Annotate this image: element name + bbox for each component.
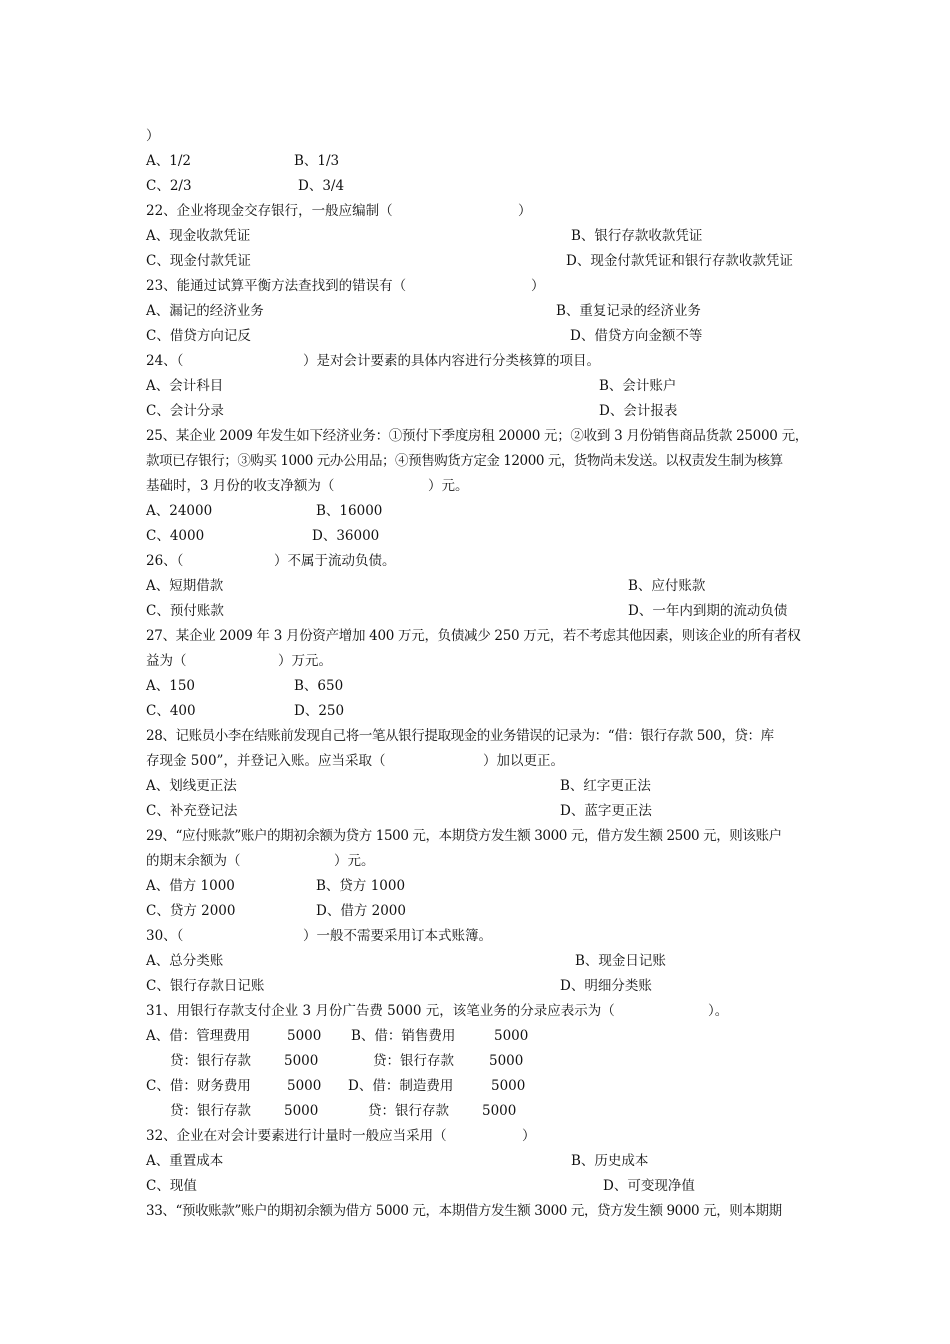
question-33: 33、“预收账款”账户的期初余额为借方 5000 元，本期借方发生额 3000 元，贷方发生额 9000 元，则本期期	[146, 1203, 782, 1219]
option-a-debit: A、借：管理费用	[146, 1028, 251, 1044]
question-23-close-paren: ）	[531, 278, 545, 294]
question-26: 26、（	[146, 553, 184, 569]
option-b: B、650	[294, 678, 344, 694]
option-c: C、现金付款凭证	[146, 253, 251, 269]
question-30-rest: ）一般不需要采用订本式账簿。	[303, 928, 492, 944]
question-24-rest: ）是对会计要素的具体内容进行分类核算的项目。	[303, 353, 600, 369]
option-d: D、可变现净值	[603, 1178, 695, 1194]
option-d-credit: 贷：银行存款	[368, 1103, 449, 1119]
option-c-debit-amount: 5000	[287, 1078, 322, 1094]
option-d: D、36000	[312, 528, 380, 544]
question-27-line-2: 益为（	[146, 653, 187, 669]
option-a-debit-amount: 5000	[287, 1028, 322, 1044]
question-31: 31、用银行存款支付企业 3 月份广告费 5000 元，该笔业务的分录应表示为（	[146, 1003, 615, 1019]
option-d: D、蓝字更正法	[560, 803, 652, 819]
question-22-close-paren: ）	[518, 203, 532, 219]
question-28-rest: ）加以更正。	[483, 753, 564, 769]
option-a: A、1/2	[146, 153, 191, 169]
question-29-rest: ）元。	[334, 853, 375, 869]
option-a-credit-amount: 5000	[284, 1053, 319, 1069]
option-c-credit: 贷：银行存款	[170, 1103, 251, 1119]
option-c-credit-amount: 5000	[284, 1103, 319, 1119]
option-c: C、4000	[146, 528, 205, 544]
option-d: D、一年内到期的流动负债	[628, 603, 788, 619]
option-a: A、短期借款	[146, 578, 224, 594]
option-c: C、400	[146, 703, 196, 719]
option-c: C、预付账款	[146, 603, 224, 619]
option-d-credit-amount: 5000	[482, 1103, 517, 1119]
option-a: A、会计科目	[146, 378, 224, 394]
option-d: D、借贷方向金额不等	[570, 328, 703, 344]
option-b-credit-amount: 5000	[489, 1053, 524, 1069]
question-25-line-2: 款项已存银行；③购买 1000 元办公用品；④预售购货方定金 12000 元，货物尚未发送。以权责发生制为核算	[146, 453, 783, 469]
option-c-debit: C、借：财务费用	[146, 1078, 251, 1094]
option-d: D、3/4	[298, 178, 345, 194]
option-b: B、红字更正法	[560, 778, 651, 794]
option-a: A、借方 1000	[146, 878, 235, 894]
option-d-debit: D、借：制造费用	[348, 1078, 454, 1094]
question-29-line-2: 的期末余额为（	[146, 853, 241, 869]
question-28: 28、记账员小李在结账前发现自己将一笔从银行提取现金的业务错误的记录为：“借：银行存款 500，贷：库	[146, 728, 774, 744]
option-b: B、贷方 1000	[316, 878, 406, 894]
option-c: C、银行存款日记账	[146, 978, 265, 994]
option-a: A、总分类账	[146, 953, 224, 969]
option-a: A、重置成本	[146, 1153, 224, 1169]
option-b: B、银行存款收款凭证	[571, 228, 703, 244]
question-27: 27、某企业 2009 年 3 月份资产增加 400 万元，负债减少 250 万元，若不考虑其他因素，则该企业的所有者权	[146, 628, 801, 644]
question-25-rest: ）元。	[428, 478, 469, 494]
question-25: 25、某企业 2009 年发生如下经济业务：①预付下季度房租 20000 元；②收到 3 月份销售商品货款 25000 元，	[146, 428, 809, 444]
option-d: D、明细分类账	[560, 978, 652, 994]
option-c: C、现值	[146, 1178, 197, 1194]
option-c: C、补充登记法	[146, 803, 238, 819]
question-32: 32、企业在对会计要素进行计量时一般应当采用（	[146, 1128, 447, 1144]
question-22: 22、企业将现金交存银行，一般应编制（	[146, 203, 393, 219]
option-d: D、借方 2000	[316, 903, 406, 919]
option-c: C、贷方 2000	[146, 903, 236, 919]
option-b: B、现金日记账	[575, 953, 666, 969]
option-b-debit: B、借：销售费用	[351, 1028, 456, 1044]
question-24: 24、（	[146, 353, 184, 369]
option-b-debit-amount: 5000	[494, 1028, 529, 1044]
option-b: B、历史成本	[571, 1153, 649, 1169]
question-25-line-3: 基础时，3 月份的收支净额为（	[146, 478, 335, 494]
option-a: A、漏记的经济业务	[146, 303, 264, 319]
option-d: D、会计报表	[599, 403, 678, 419]
question-30: 30、（	[146, 928, 184, 944]
question-32-close-paren: ）	[522, 1128, 536, 1144]
option-c: C、会计分录	[146, 403, 224, 419]
option-a: A、划线更正法	[146, 778, 237, 794]
option-b: B、会计账户	[599, 378, 677, 394]
option-b-credit: 贷：银行存款	[373, 1053, 454, 1069]
option-a: A、150	[146, 678, 196, 694]
option-d-debit-amount: 5000	[491, 1078, 526, 1094]
option-a: A、现金收款凭证	[146, 228, 251, 244]
option-b: B、1/3	[294, 153, 340, 169]
option-b: B、16000	[316, 503, 383, 519]
option-c: C、借贷方向记反	[146, 328, 251, 344]
option-c: C、2/3	[146, 178, 192, 194]
option-d: D、现金付款凭证和银行存款收款凭证	[566, 253, 793, 269]
question-31-rest: ）。	[708, 1003, 729, 1019]
question-26-rest: ）不属于流动负债。	[274, 553, 396, 569]
question-28-line-2: 存现金 500”，并登记入账。应当采取（	[146, 753, 386, 769]
question-23: 23、能通过试算平衡方法查找到的错误有（	[146, 278, 407, 294]
option-b: B、重复记录的经济业务	[556, 303, 701, 319]
option-a-credit: 贷：银行存款	[170, 1053, 251, 1069]
text-line: ）	[146, 128, 160, 144]
question-27-rest: ）万元。	[278, 653, 332, 669]
option-d: D、250	[294, 703, 345, 719]
option-a: A、24000	[146, 503, 213, 519]
question-29: 29、“应付账款”账户的期初余额为贷方 1500 元，本期贷方发生额 3000 元，借方发生额 2500 元，则该账户	[146, 828, 782, 844]
option-b: B、应付账款	[628, 578, 706, 594]
